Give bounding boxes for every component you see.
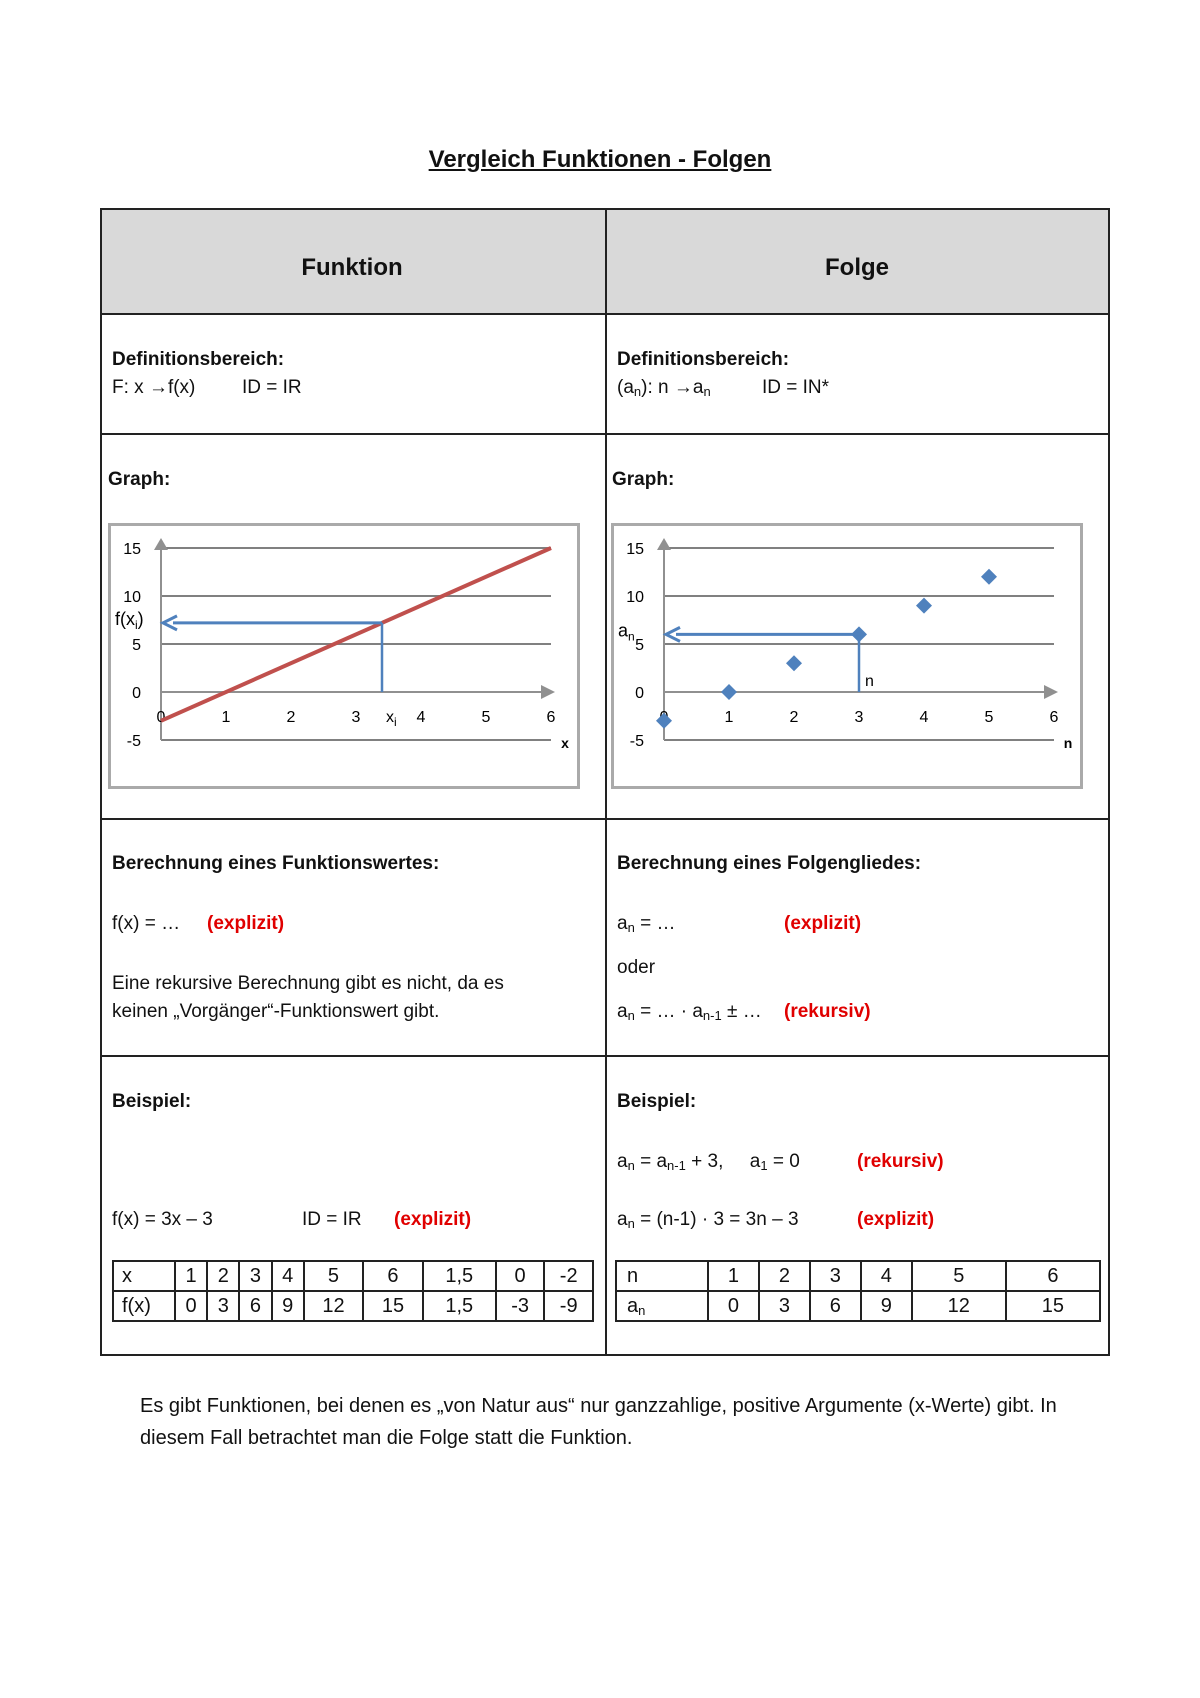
- calc-formula-right-1: $a_n$ = …: [617, 913, 676, 935]
- data-point: [981, 569, 997, 585]
- y-tick-label: 5: [635, 637, 644, 654]
- y-axis-arrow: [657, 538, 671, 550]
- table-cell: 5: [304, 1261, 363, 1291]
- table-cell: 12: [304, 1291, 363, 1321]
- y-tick-label: 10: [123, 589, 141, 606]
- x-tick-label: 6: [1049, 709, 1059, 726]
- table-cell: 1,5: [423, 1291, 496, 1321]
- table-cell: 4: [861, 1261, 912, 1291]
- x-tick-label: 2: [789, 709, 799, 726]
- header-funktion: Funktion: [301, 254, 403, 281]
- graph-label-left: Graph:: [108, 469, 171, 490]
- y-tick-label: -5: [629, 733, 644, 750]
- x-tick-label: 1: [221, 709, 231, 726]
- x-tick-label: 5: [481, 709, 491, 726]
- example-domain-left: ID = IR: [302, 1209, 362, 1230]
- table-cell: 3: [759, 1291, 810, 1321]
- table-cell: 1: [708, 1261, 759, 1291]
- x-tick-label: 0: [156, 709, 166, 726]
- table-cell: 6: [810, 1291, 861, 1321]
- data-point: [656, 713, 672, 729]
- graph-label-right: Graph:: [612, 469, 675, 490]
- calc-tag-left: (explizit): [207, 913, 285, 934]
- example-label-right: Beispiel:: [617, 1091, 697, 1112]
- y-marker-label: $f(x_i)$: [115, 608, 144, 632]
- table-cell: 1: [175, 1261, 207, 1291]
- calc-tag-right-1: (explizit): [784, 913, 862, 934]
- example-tag-left: (explizit): [394, 1209, 472, 1230]
- table-row: [616, 1261, 1100, 1291]
- x-tick-label: 4: [416, 709, 426, 726]
- definition-mapping-right: $(a_n)$: $n \to a_n$: [617, 377, 711, 399]
- x-axis-label: x: [561, 735, 569, 751]
- definition-domain-left: ID = IR: [242, 377, 302, 398]
- table-cell: 4: [272, 1261, 304, 1291]
- data-point: [916, 598, 932, 614]
- definition-domain-right: ID = IN*: [762, 377, 830, 398]
- calc-label-right: Berechnung eines Folgengliedes:: [617, 853, 922, 874]
- table-cell: 12: [912, 1291, 1006, 1321]
- footnote: Es gibt Funktionen, bei denen es „von Natur aus“ nur ganzzahlige, positive Argumente (x-Werte) gibt. In diesem Fall betrachtet man die Folge statt die Funktion.: [140, 1395, 1057, 1449]
- table-cell: 6: [1006, 1261, 1100, 1291]
- table-cell: 0: [175, 1291, 207, 1321]
- x-axis-arrow: [1044, 685, 1058, 699]
- y-tick-label: 15: [626, 541, 644, 558]
- definition-mapping-left: F: x →f(x): [112, 377, 196, 398]
- table-cell: 3: [239, 1261, 271, 1291]
- x-tick-label: 4: [919, 709, 929, 726]
- row-divider: [102, 433, 1108, 435]
- data-point: [786, 655, 802, 671]
- header-folge: Folge: [825, 254, 889, 281]
- example-tag-recursive: (rekursiv): [857, 1151, 944, 1172]
- example-explicit: $a_n = (n-1) \cdot 3 = 3n - 3$: [617, 1209, 799, 1231]
- table-cell: -9: [544, 1291, 593, 1321]
- page-title: Vergleich Funktionen - Folgen: [428, 146, 772, 173]
- example-label-left: Beispiel:: [112, 1091, 192, 1112]
- calc-formula-right-2: $a_n$ = … · $a_{n-1}$ ± …: [617, 1001, 762, 1023]
- y-tick-label: -5: [126, 733, 141, 750]
- example-formula-left: f(x) = 3x – 3: [112, 1209, 213, 1230]
- example-tag-explicit: (explizit): [857, 1209, 935, 1230]
- table-cell: -2: [544, 1261, 593, 1291]
- definition-label-right: Definitionsbereich:: [617, 349, 790, 370]
- row-divider: [102, 818, 1108, 820]
- sequence-chart: [611, 523, 1083, 789]
- y-axis-arrow: [154, 538, 168, 550]
- table-cell: 2: [759, 1261, 810, 1291]
- y-tick-label: 5: [132, 637, 141, 654]
- y-tick-label: 15: [123, 541, 141, 558]
- row-divider: [102, 1055, 1108, 1057]
- table-cell: 5: [912, 1261, 1006, 1291]
- table-cell: 9: [272, 1291, 304, 1321]
- y-tick-label: 10: [626, 589, 644, 606]
- table-cell: -3: [496, 1291, 545, 1321]
- table-cell: 0: [708, 1291, 759, 1321]
- x-tick-label: 6: [546, 709, 556, 726]
- comparison-table: [100, 208, 1110, 1356]
- table-cell: n: [616, 1261, 708, 1291]
- column-divider: [605, 210, 607, 1354]
- table-cell: $a_n$: [616, 1291, 708, 1321]
- table-cell: 9: [861, 1291, 912, 1321]
- function-chart-svg: [111, 526, 577, 786]
- function-value-table: [112, 1260, 594, 1322]
- function-chart: [108, 523, 580, 789]
- table-cell: 3: [810, 1261, 861, 1291]
- table-cell: 15: [363, 1291, 422, 1321]
- table-row: [113, 1291, 593, 1321]
- example-recursive: $a_n = a_{n-1} + 3$, $a_1 = 0$: [617, 1151, 800, 1173]
- x-tick-label: 5: [984, 709, 994, 726]
- calc-tag-right-2: (rekursiv): [784, 1001, 871, 1022]
- table-cell: x: [113, 1261, 175, 1291]
- y-tick-label: 0: [635, 685, 644, 702]
- calc-formula-left: f(x) = …: [112, 913, 181, 934]
- table-cell: 3: [207, 1291, 239, 1321]
- x-tick-label: 3: [854, 709, 864, 726]
- table-cell: 2: [207, 1261, 239, 1291]
- calc-text-left-1: Eine rekursive Berechnung gibt es nicht, da es: [112, 973, 504, 994]
- table-cell: 1,5: [423, 1261, 496, 1291]
- definition-label-left: Definitionsbereich:: [112, 349, 285, 370]
- sequence-value-table: [615, 1260, 1101, 1322]
- table-cell: f(x): [113, 1291, 175, 1321]
- table-cell: 0: [496, 1261, 545, 1291]
- calc-label-left: Berechnung eines Funktionswertes:: [112, 853, 440, 874]
- x-marker-label: n: [865, 673, 874, 690]
- x-tick-label: 2: [286, 709, 296, 726]
- calc-oder: oder: [617, 957, 656, 978]
- x-axis-label: n: [1063, 735, 1073, 751]
- x-marker-label: $x_i$: [386, 709, 397, 729]
- y-marker-label: $a_n$: [618, 620, 635, 644]
- x-axis-arrow: [541, 685, 555, 699]
- table-row: [113, 1261, 593, 1291]
- row-divider: [102, 313, 1108, 315]
- x-tick-label: 1: [724, 709, 734, 726]
- table-cell: 6: [363, 1261, 422, 1291]
- data-point: [721, 684, 737, 700]
- function-line: [161, 548, 551, 721]
- y-tick-label: 0: [132, 685, 141, 702]
- table-cell: 15: [1006, 1291, 1100, 1321]
- calc-text-left-2: keinen „Vorgänger“-Funktionswert gibt.: [112, 1001, 440, 1022]
- table-cell: 6: [239, 1291, 271, 1321]
- sequence-chart-svg: [614, 526, 1080, 786]
- table-row: [616, 1291, 1100, 1321]
- x-tick-label: 3: [351, 709, 361, 726]
